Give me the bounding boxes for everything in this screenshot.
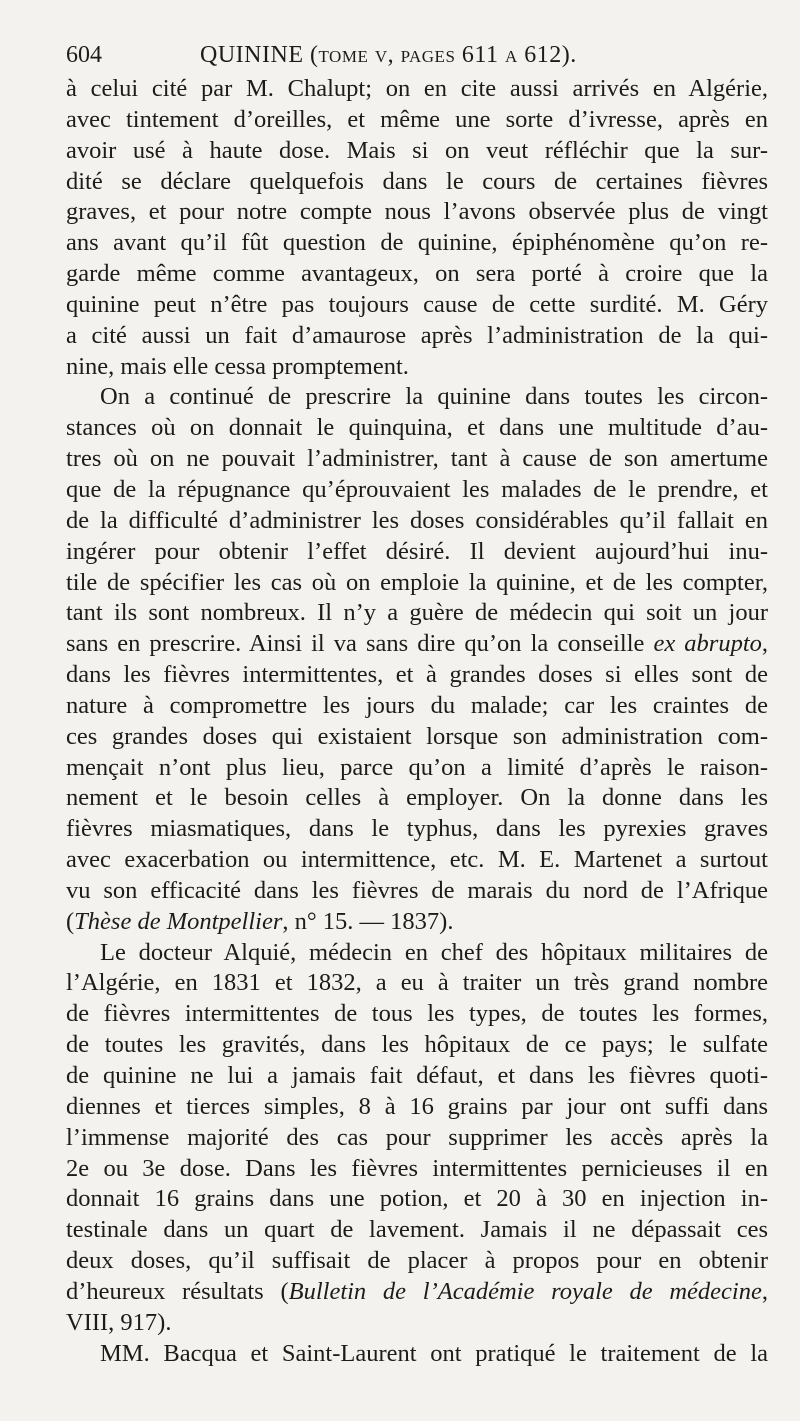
- text-line: [66, 1030, 768, 1061]
- text-line: [66, 105, 768, 136]
- text-line: [66, 814, 768, 845]
- text-run: diennes et tierces simples, 8 à 16 grains par jour ont suffi dans: [66, 1092, 768, 1120]
- running-title-reference: (tome v, pages 611 a 612).: [309, 42, 577, 68]
- text-run: tile de spécifier les cas où on emploie la quinine, et de les compter,: [66, 568, 768, 596]
- text-run: dans les fièvres intermittentes, et à grandes doses si elles sont de: [66, 661, 768, 689]
- text-run: sans en prescrire. Ainsi il va sans dire qu’on la conseille: [66, 630, 654, 658]
- text-run: à celui cité par M. Chalupt; on en cite aussi arrivés en Algérie,: [66, 75, 768, 102]
- text-line: [66, 1215, 768, 1246]
- text-run: graves, et pour notre compte nous l’avons observée plus de vingt: [66, 198, 768, 226]
- text-line: [66, 938, 768, 969]
- text-line: [66, 876, 768, 907]
- text-run: On a continué de prescrire la quinine dans toutes les circon-: [100, 383, 768, 411]
- text-run: testinale dans un quart de lavement. Jamais il ne dépassait ces: [66, 1216, 768, 1244]
- text-line: [66, 1061, 768, 1092]
- text-run: que de la répugnance qu’éprouvaient les malades de le prendre, et: [66, 475, 768, 503]
- italic-citation: Bulletin de l’Académie royale de médecine: [288, 1277, 762, 1305]
- text-line: [66, 1339, 768, 1370]
- text-run: VIII, 917).: [66, 1308, 172, 1336]
- text-run: deux doses, qu’il suffisait de placer à propos pour en obtenir: [66, 1247, 768, 1275]
- text-line: [66, 1277, 768, 1308]
- text-run: vu son efficacité dans les fièvres de marais du nord de l’Afrique: [66, 876, 768, 904]
- text-line: [66, 598, 768, 629]
- text-line: [66, 506, 768, 537]
- text-run: fièvres miasmatiques, dans le typhus, dans les pyrexies graves: [66, 815, 768, 843]
- text-line: [66, 629, 768, 660]
- italic-citation: Thèse de Montpellier: [74, 907, 283, 935]
- text-line: [66, 845, 768, 876]
- text-run: de quinine ne lui a jamais fait défaut, et dans les fièvres quoti-: [66, 1062, 768, 1089]
- text-run: donnait 16 grains dans une potion, et 20 à 30 en injection in-: [66, 1185, 768, 1213]
- text-line: [66, 691, 768, 722]
- text-line: [66, 1184, 768, 1215]
- text-line: [66, 259, 768, 290]
- running-title-main: QUININE: [200, 42, 304, 68]
- body-text: [66, 74, 768, 1369]
- text-line: [66, 228, 768, 259]
- text-run: Le docteur Alquié, médecin en chef des hôpitaux militaires de: [100, 938, 768, 966]
- text-run: (: [66, 907, 75, 935]
- text-run: avec tintement d’oreilles, et même une sorte d’ivresse, après en: [66, 105, 768, 133]
- text-line: [66, 382, 768, 413]
- text-line: [66, 167, 768, 198]
- text-run: ,: [761, 630, 769, 658]
- text-line: [66, 197, 768, 228]
- running-title: [200, 40, 577, 70]
- text-run: d’heureux résultats (: [66, 1277, 289, 1305]
- text-line: [66, 413, 768, 444]
- text-line: [66, 537, 768, 568]
- text-run: quinine peut n’être pas toujours cause de cette surdité. M. Géry: [66, 290, 768, 318]
- text-line: [66, 968, 768, 999]
- text-line: [66, 1308, 768, 1339]
- text-line: [66, 999, 768, 1030]
- text-run: de la difficulté d’administrer les doses considérables qu’il fallait en: [66, 506, 768, 534]
- text-run: l’Algérie, en 1831 et 1832, a eu à traiter un très grand nombre: [66, 969, 768, 997]
- text-line: [66, 352, 768, 383]
- text-run: ingérer pour obtenir l’effet désiré. Il devient aujourd’hui inu-: [66, 537, 768, 565]
- italic-citation: ex abrupto: [653, 630, 762, 658]
- page-number: 604: [66, 42, 102, 68]
- text-run: ans avant qu’il fût question de quinine, épiphénomène qu’on re-: [66, 229, 768, 257]
- text-line: [66, 74, 768, 105]
- text-line: [66, 753, 768, 784]
- text-run: nature à compromettre les jours du malade; car les craintes de: [66, 691, 768, 719]
- text-run: tres où on ne pouvait l’administrer, tant à cause de son amertume: [66, 445, 768, 473]
- text-run: de toutes les gravités, dans les hôpitaux de ce pays; le sulfate: [66, 1031, 768, 1059]
- text-run: a cité aussi un fait d’amaurose après l’administration de la qui-: [66, 321, 768, 349]
- text-line: [66, 1092, 768, 1123]
- text-line: [66, 1154, 768, 1185]
- text-run: avoir usé à haute dose. Mais si on veut réfléchir que la sur-: [66, 136, 768, 164]
- text-line: [66, 783, 768, 814]
- text-line: [66, 444, 768, 475]
- text-run: 2e ou 3e dose. Dans les fièvres intermittentes pernicieuses il en: [66, 1154, 768, 1182]
- text-line: [66, 660, 768, 691]
- text-line: [66, 1123, 768, 1154]
- running-head: [66, 40, 768, 70]
- text-run: ces grandes doses qui existaient lorsque son administration com-: [66, 722, 768, 750]
- text-run: nement et le besoin celles à employer. On la donne dans les: [66, 784, 768, 812]
- text-run: stances où on donnait le quinquina, et dans une multitude d’au-: [66, 414, 768, 442]
- text-run: nine, mais elle cessa promptement.: [66, 352, 409, 380]
- text-run: l’immense majorité des cas pour supprimer les accès après la: [66, 1123, 768, 1151]
- text-run: MM. Bacqua et Saint-Laurent ont pratiqué le traitement de la: [100, 1339, 768, 1367]
- text-run: avec exacerbation ou intermittence, etc. M. E. Martenet a surtout: [66, 846, 768, 874]
- text-line: [66, 722, 768, 753]
- text-line: [66, 568, 768, 599]
- text-line: [66, 136, 768, 167]
- text-line: [66, 907, 768, 938]
- text-run: ,: [761, 1277, 768, 1305]
- text-run: dité se déclare quelquefois dans le cours de certaines fièvres: [66, 167, 768, 195]
- text-run: tant ils sont nombreux. Il n’y a guère de médecin qui soit un jour: [66, 599, 768, 627]
- text-run: mençait n’ont plus lieu, parce qu’on a limité d’après le raison-: [66, 753, 768, 781]
- text-run: , n° 15. — 1837).: [282, 907, 454, 935]
- text-line: [66, 1246, 768, 1277]
- text-line: [66, 290, 768, 321]
- text-line: [66, 475, 768, 506]
- text-line: [66, 321, 768, 352]
- text-run: de fièvres intermittentes de tous les types, de toutes les formes,: [66, 1000, 768, 1028]
- text-run: garde même comme avantageux, on sera porté à croire que la: [66, 260, 768, 288]
